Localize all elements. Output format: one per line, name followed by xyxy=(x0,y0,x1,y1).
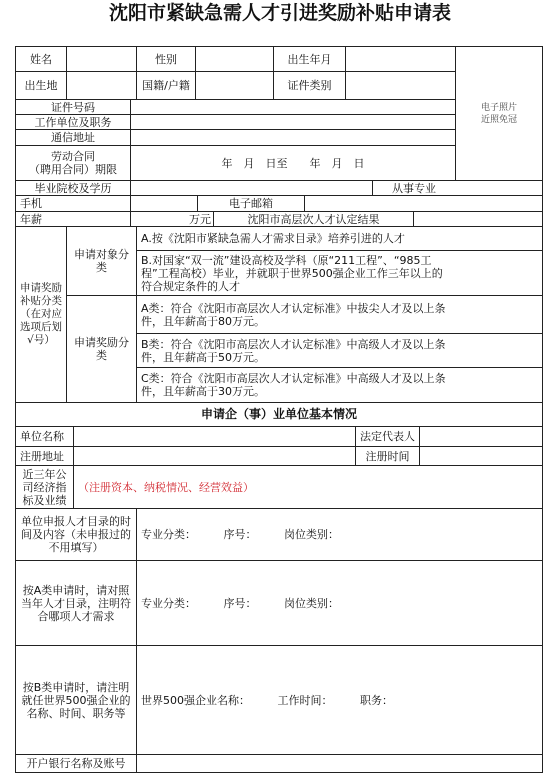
bank-label: 开户银行名称及账号 xyxy=(26,757,126,770)
salary-label: 年薪 xyxy=(20,212,42,226)
reg-address-label: 注册地址 xyxy=(20,449,64,463)
salary-unit: 万元 xyxy=(189,212,211,226)
b-class-fields[interactable]: 世界500强企业名称： 工作时间： 职务： xyxy=(141,693,393,707)
target-option-a-check[interactable] xyxy=(456,227,542,250)
reward-option-a: A类：符合《沈阳市高层次人才认定标准》中拔尖人才及以上条件，且年薪高于80万元。 xyxy=(141,301,446,328)
b-class-label: 按B类申请时，请注明就任世界500强企业的名称、时间、职务等 xyxy=(21,680,131,720)
a-class-label: 按A类申请时，请对照当年人才目录，注明符合哪项人才需求 xyxy=(21,583,131,623)
a-class-fields[interactable]: 专业分类： 序号： 岗位类别： xyxy=(141,596,339,610)
gender-field[interactable] xyxy=(196,47,273,71)
email-label: 电子邮箱 xyxy=(229,197,273,210)
finance-field[interactable]: （注册资本、纳税情况、经营效益） xyxy=(78,480,254,494)
unit-name-label: 单位名称 xyxy=(20,430,64,443)
nationality-label: 国籍/户籍 xyxy=(142,79,190,92)
school-education-field[interactable] xyxy=(131,181,372,195)
name-field[interactable] xyxy=(67,47,136,71)
unit-name-field[interactable] xyxy=(74,427,355,446)
id-type-label: 证件类别 xyxy=(287,79,332,92)
catalog-fields[interactable]: 专业分类： 序号： 岗位类别： xyxy=(141,528,339,541)
legal-rep-label: 法定代表人 xyxy=(360,430,415,443)
occupation-label: 从事专业 xyxy=(392,181,436,195)
contract-period-label-line1: 劳动合同 xyxy=(51,150,95,163)
target-category-label: 申请对象分类 xyxy=(74,248,129,274)
contract-period-label-line2: （聘用合同）期限 xyxy=(29,163,117,176)
gender-label: 性别 xyxy=(155,52,177,66)
talent-result-label: 沈阳市高层次人才认定结果 xyxy=(247,212,380,226)
name-label: 姓名 xyxy=(30,52,52,66)
finance-label: 近三年公司经济指标及业绩 xyxy=(22,467,67,507)
reward-category-label: 申请奖励分类 xyxy=(74,336,129,362)
reward-option-b-check[interactable] xyxy=(456,334,542,367)
photo-box[interactable] xyxy=(456,47,542,180)
contract-period-field[interactable]: 年 月 日至 年 月 日 xyxy=(221,156,365,170)
birthplace-field[interactable] xyxy=(67,72,136,99)
reg-time-label: 注册时间 xyxy=(365,449,410,463)
reward-option-b: B类：符合《沈阳市高层次人才认定标准》中高级人才及以上条件，且年薪高于50万元。 xyxy=(141,337,446,364)
reward-option-c-check[interactable] xyxy=(456,368,542,402)
contract-period-label xyxy=(16,146,130,180)
school-education-label: 毕业院校及学历 xyxy=(34,181,112,195)
birth-date-label: 出生年月 xyxy=(287,52,332,66)
birth-date-field[interactable] xyxy=(346,47,455,71)
id-type-field[interactable] xyxy=(346,72,455,99)
target-option-b-check[interactable] xyxy=(456,251,542,295)
address-field[interactable] xyxy=(131,130,455,145)
email-field[interactable] xyxy=(305,196,542,211)
address-label: 通信地址 xyxy=(51,131,95,144)
reward-option-a-check[interactable] xyxy=(456,296,542,333)
bank-field[interactable] xyxy=(137,755,542,772)
talent-result-field[interactable] xyxy=(414,212,542,226)
photo-label-line1: 电子照片 xyxy=(480,102,517,113)
legal-rep-field[interactable] xyxy=(420,427,542,446)
employer-section-title: 申请企（事）业单位基本情况 xyxy=(200,407,357,421)
catalog-label: 单位申报人才目录的时间及内容（未申报过的不用填写） xyxy=(21,515,131,554)
form-title: 沈阳市紧缺急需人才引进奖励补贴申请表 xyxy=(108,2,451,24)
employer-position-field[interactable] xyxy=(131,115,455,129)
nationality-field[interactable] xyxy=(196,72,273,99)
reward-option-c: C类：符合《沈阳市高层次人才认定标准》中高级人才及以上条件，且年薪高于30万元。 xyxy=(141,372,446,398)
phone-field[interactable] xyxy=(131,196,197,211)
target-option-a: A.按《沈阳市紧缺急需人才需求目录》培养引进的人才 xyxy=(141,232,405,245)
occupation-field[interactable] xyxy=(456,181,542,195)
target-option-b: B.对国家“双一流”建设高校及学科（原“211工程”、“985工程”工程高校）毕业，并就职于世界500强企业工作三年以上的符合规定条件的人才 xyxy=(141,253,443,293)
reg-time-field[interactable] xyxy=(420,447,542,465)
birthplace-label: 出生地 xyxy=(24,79,58,92)
employer-position-label: 工作单位及职务 xyxy=(34,115,112,129)
id-number-field[interactable] xyxy=(131,100,455,114)
photo-label-line2: 近照免冠 xyxy=(480,114,517,125)
reg-address-field[interactable] xyxy=(74,447,355,465)
apply-category-label: 申请奖励补贴分类（在对应选项后划√号） xyxy=(20,282,62,346)
id-number-label: 证件号码 xyxy=(51,100,95,114)
phone-label: 手机 xyxy=(20,197,42,210)
